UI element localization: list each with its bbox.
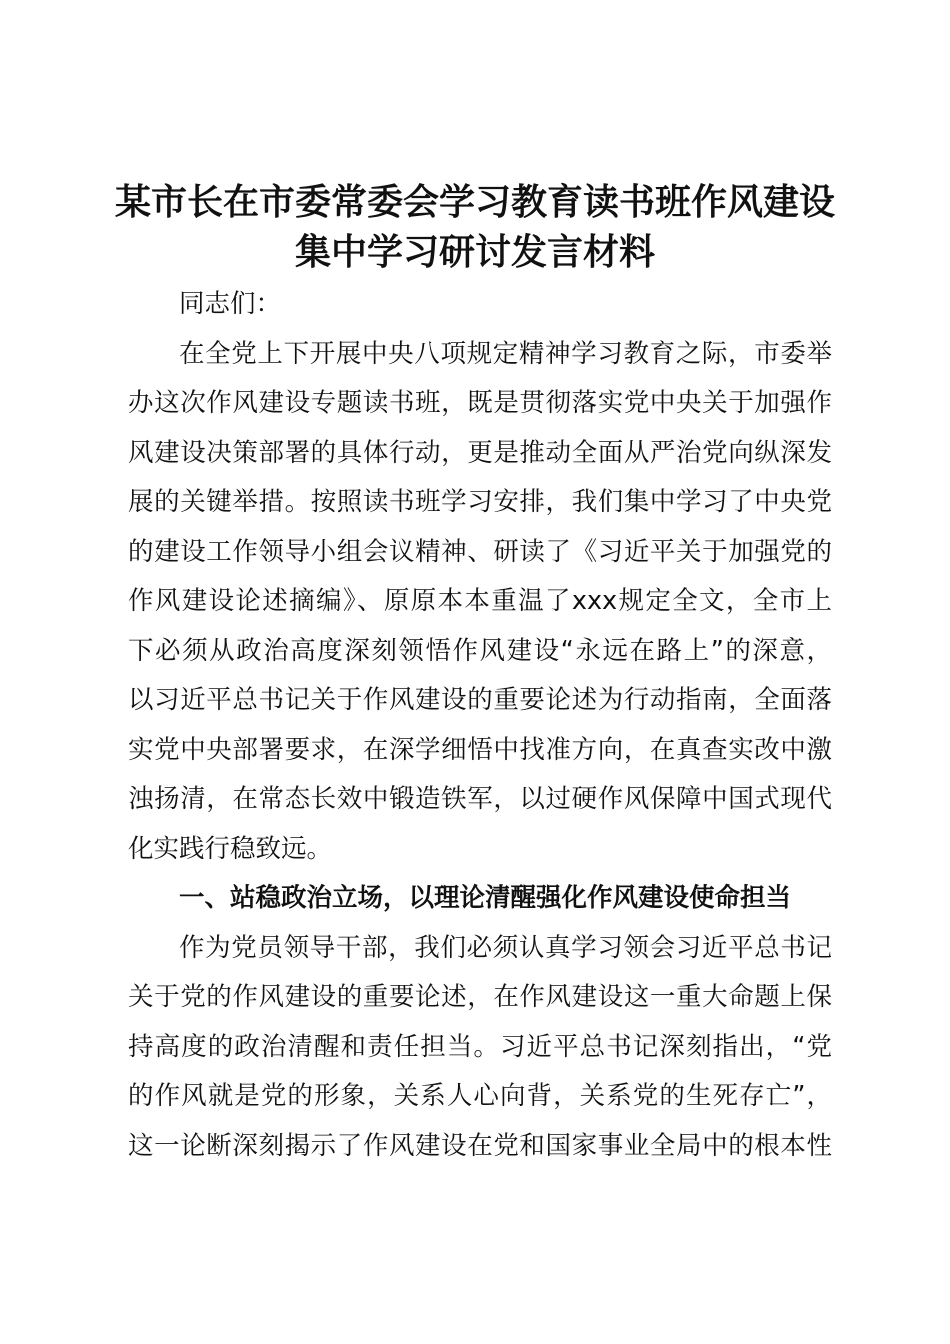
paragraph-1-line-11: 化实践行稳致远。: [128, 833, 333, 864]
paragraph-1-line-5: 的建设工作领导小组会议精神、研读了《习近平关于加强党的: [128, 536, 832, 567]
paragraph-1-line-2: 办这次作风建设专题读书班，既是贯彻落实党中央关于加强作: [128, 388, 832, 418]
document-body: [128, 280, 832, 1171]
paragraph-1-line-3: 风建设决策部署的具体行动，更是推动全面从严治党向纵深发: [128, 437, 832, 468]
salutation: 同志们：: [179, 289, 282, 319]
paragraph-2-line-3: 持高度的政治清醒和责任担当。习近平总书记深刻指出，“党: [128, 1031, 832, 1062]
section-heading-1: 一、站稳政治立场，以理论清醒强化作风建设使命担当: [179, 883, 792, 913]
paragraph-1-line-1: 在全党上下开展中央八项规定精神学习教育之际，市委举: [179, 338, 832, 369]
paragraph-1-line-10: 浊扬清，在常态长效中锻造铁军，以过硬作风保障中国式现代: [128, 784, 832, 814]
paragraph-2-line-4: 的作风就是党的形象，关系人心向背，关系党的生死存亡”，: [128, 1081, 832, 1111]
document-title: [100, 178, 850, 278]
title-line-1: 某市长在市委常委会学习教育读书班作风建设: [114, 182, 835, 223]
paragraph-2-line-1: 作为党员领导干部，我们必须认真学习领会习近平总书记: [179, 932, 832, 963]
paragraph-1-line-6: 作风建设论述摘编》、原原本本重温了xxx规定全文，全市上: [128, 586, 832, 616]
paragraph-2-line-2: 关于党的作风建设的重要论述，在作风建设这一重大命题上保: [128, 982, 832, 1012]
paragraph-1-line-9: 实党中央部署要求，在深学细悟中找准方向，在真查实改中激: [128, 734, 832, 765]
paragraph-1-line-7: 下必须从政治高度深刻领悟作风建设“永远在路上”的深意，: [128, 635, 832, 666]
paragraph-2-line-5: 这一论断深刻揭示了作风建设在党和国家事业全局中的根本性: [128, 1130, 832, 1161]
paragraph-1-line-8: 以习近平总书记关于作风建设的重要论述为行动指南，全面落: [128, 685, 832, 715]
paragraph-1-line-4: 展的关键举措。按照读书班学习安排，我们集中学习了中央党: [128, 487, 832, 517]
title-line-2: 集中学习研讨发言材料: [294, 232, 655, 273]
